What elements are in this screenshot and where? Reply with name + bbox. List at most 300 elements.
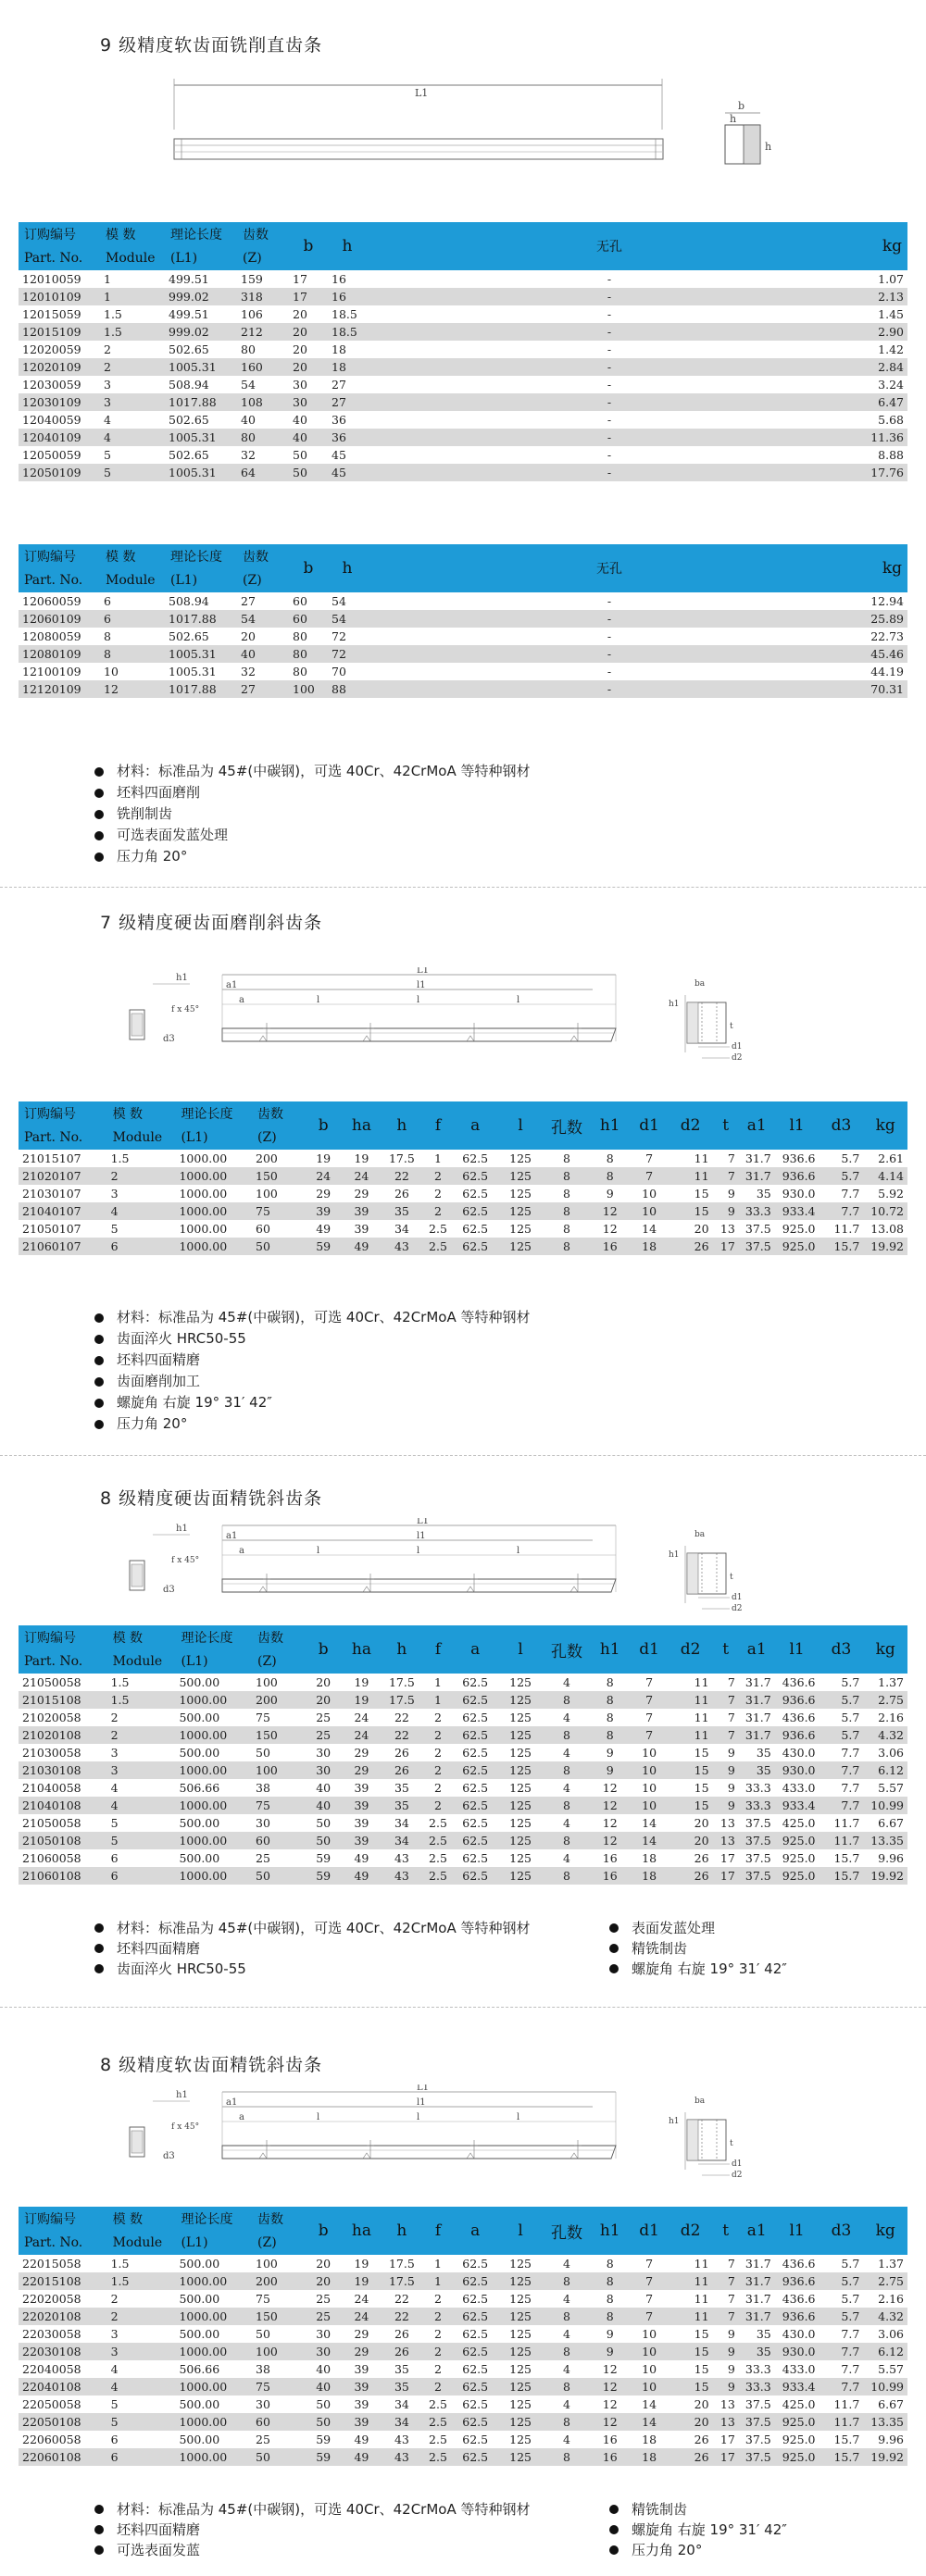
cell-part-no: 12020059: [22, 342, 81, 356]
table-cell: 100: [256, 1675, 278, 1689]
table-cell: 22060108: [19, 2448, 107, 2466]
cell-hole: -: [367, 393, 852, 411]
dim-label-h1: h1: [669, 1550, 680, 1560]
spur-rack-table-1: [19, 222, 907, 481]
cell-module: 1.5: [104, 307, 122, 321]
table-cell: 925.0: [782, 2433, 816, 2446]
cell-module: 4: [100, 429, 165, 446]
cell-kg: 70.31: [852, 680, 907, 698]
dim-label-ba: ba: [694, 1530, 706, 1539]
table-cell: 9: [590, 1761, 630, 1779]
table-cell: 4: [563, 2362, 570, 2376]
table-cell: 5.7: [841, 2292, 860, 2306]
table-cell: 18: [630, 2448, 668, 2466]
hdr-en-0: Part. No.: [19, 2231, 107, 2255]
cell-part-no: 12080109: [19, 645, 100, 663]
table-cell: 8: [544, 1832, 590, 1849]
table-cell: 39: [343, 2413, 381, 2431]
cell-b: 20: [293, 342, 307, 356]
table-cell: 10: [642, 1781, 657, 1795]
cell-part-no: 12010059: [22, 272, 81, 286]
table-cell: 2: [423, 2378, 454, 2396]
cell-part-no: 12050109: [19, 464, 100, 481]
table-cell: 125: [509, 2397, 532, 2411]
table-cell: 39: [354, 1816, 369, 1830]
hdr-part-en: Part. No.: [19, 568, 100, 592]
table-cell: 21060108: [19, 1867, 107, 1885]
table-cell: 11: [694, 1675, 709, 1689]
table-cell: 1000.00: [175, 2448, 252, 2466]
cell-hole: -: [367, 610, 852, 628]
table-cell: 2.16: [878, 2292, 904, 2306]
table-cell: 26: [694, 1851, 709, 1865]
hdr-cn-3: 齿数: [252, 2207, 304, 2231]
table-cell: 125: [497, 2308, 544, 2325]
cell-h: 36: [328, 429, 367, 446]
section-helical-rack-8-hard: [0, 1457, 926, 2012]
table-cell: 12: [602, 1222, 618, 1236]
table-row: [19, 1744, 907, 1761]
table-body: [19, 270, 907, 481]
table-cell: 8: [606, 1711, 614, 1724]
table-cell: 1.5: [107, 1691, 176, 1709]
dim-label-ba: ba: [694, 979, 706, 989]
table-cell: 7: [727, 2257, 735, 2271]
cell-part-no: 12015059: [22, 307, 81, 321]
note-item: 表面发蓝处理: [609, 1918, 715, 1938]
table-cell: 11.7: [833, 2397, 860, 2411]
table-cell: 62.5: [462, 1711, 489, 1724]
table-cell: 430.0: [782, 1746, 816, 1760]
table-cell: 8: [563, 1187, 570, 1201]
table-cell: 16: [602, 2433, 618, 2446]
cell-teeth: 32: [241, 448, 256, 462]
table-cell: 22040058: [22, 2362, 81, 2376]
cell-module: 1: [100, 288, 165, 305]
cell-h: 16: [332, 272, 346, 286]
table-cell: 4: [563, 1851, 570, 1865]
table-cell: 35: [394, 2362, 409, 2376]
hdr-length-cn: 理论长度: [165, 544, 237, 568]
cell-h: 72: [328, 645, 367, 663]
table-row: [19, 1674, 907, 1691]
table-cell: 30: [305, 1761, 343, 1779]
h-label: h: [730, 113, 737, 125]
table-cell: 29: [343, 1761, 381, 1779]
table-cell: 75: [252, 2378, 304, 2396]
table-cell: 34: [394, 1816, 409, 1830]
table-cell: 15: [669, 1202, 713, 1220]
cell-teeth: 27: [241, 594, 256, 608]
table-cell: 930.0: [775, 1761, 820, 1779]
table-cell: 1000.00: [175, 1167, 252, 1185]
table-cell: 34: [381, 1832, 423, 1849]
table-cell: 39: [343, 1832, 381, 1849]
hdr-length-en: (L1): [165, 246, 237, 270]
table-cell: 936.6: [775, 1691, 820, 1709]
table-row: [19, 2255, 907, 2272]
table-row: [19, 1185, 907, 1202]
dim-label-l: l: [517, 2112, 520, 2122]
table-row: [19, 446, 907, 464]
table-cell: 2: [434, 1711, 442, 1724]
table-cell: 15: [694, 2327, 709, 2341]
cell-part-no: 12100109: [22, 665, 81, 678]
hdr-col: l: [497, 1101, 544, 1150]
table-cell: 37.5: [745, 1816, 771, 1830]
table-cell: 8: [590, 1726, 630, 1744]
table-cell: 4: [110, 2362, 119, 2376]
table-cell: 37.5: [739, 1832, 775, 1849]
table-cell: 50: [252, 2448, 304, 2466]
table-cell: 31.7: [739, 2272, 775, 2290]
cell-part-no: 12010109: [19, 288, 100, 305]
table-cell: 10: [630, 2378, 668, 2396]
hdr-teeth-en: (Z): [237, 246, 289, 270]
table-cell: 7: [630, 2308, 668, 2325]
table-cell: 8: [544, 1202, 590, 1220]
table-cell: 22020108: [19, 2308, 107, 2325]
cell-b: 20: [293, 307, 307, 321]
hdr-col: h: [381, 1625, 423, 1674]
table-cell: 7: [727, 1151, 735, 1165]
note-item: 压力角 20°: [94, 846, 531, 867]
hdr-col: d1: [630, 1625, 668, 1674]
table-cell: 1000.00: [175, 2308, 252, 2325]
table-cell: 9: [727, 2327, 735, 2341]
cell-teeth: 54: [237, 610, 289, 628]
table-cell: 7.7: [841, 1781, 860, 1795]
table-cell: 15: [694, 1781, 709, 1795]
table-cell: 26: [394, 2327, 409, 2341]
cell-hole: -: [607, 272, 612, 286]
table-cell: 15.7: [833, 1851, 860, 1865]
table-cell: 39: [343, 1202, 381, 1220]
table-row: [19, 1761, 907, 1779]
cell-b: 20: [289, 323, 328, 341]
table-cell: 11.7: [820, 1832, 864, 1849]
table-row: [19, 628, 907, 645]
hdr-hole: 无孔: [367, 544, 852, 592]
b-label: b: [738, 100, 745, 112]
table-cell: 1000.00: [175, 1726, 252, 1744]
table-cell: 125: [509, 1151, 532, 1165]
table-cell: 16: [590, 1867, 630, 1885]
table-cell: 10: [642, 1187, 657, 1201]
table-cell: 7: [645, 1675, 654, 1689]
cell-length: 508.94: [169, 594, 209, 608]
table-cell: 15: [669, 2378, 713, 2396]
table-cell: 10: [630, 1797, 668, 1814]
cell-teeth: 80: [241, 342, 256, 356]
table-cell: 1: [423, 1691, 454, 1709]
dim-label-l1: l1: [417, 980, 426, 990]
table-cell: 2: [434, 1187, 442, 1201]
table-cell: 15.7: [820, 2448, 864, 2466]
cell-length: 508.94: [169, 378, 209, 392]
dim-label-l: l: [417, 2112, 420, 2122]
table-row: [19, 1238, 907, 1255]
hdr-col: h1: [590, 1101, 630, 1150]
table-cell: 15: [669, 1761, 713, 1779]
dim-label-ba: ba: [694, 2097, 706, 2106]
cell-b: 40: [293, 413, 307, 427]
table-row: [19, 1691, 907, 1709]
table-cell: 62.5: [462, 1781, 489, 1795]
table-cell: 5.7: [820, 2308, 864, 2325]
table-cell: 125: [497, 2413, 544, 2431]
hdr-cn-2: 理论长度: [175, 2207, 252, 2231]
table-cell: 425.0: [782, 1816, 816, 1830]
table-cell: 13: [720, 2397, 735, 2411]
table-cell: 2.16: [878, 1711, 904, 1724]
hdr-col: d2: [669, 2207, 713, 2255]
helical-rack-drawing: [0, 2084, 833, 2186]
table-cell: 43: [381, 2448, 423, 2466]
table-cell: 13: [720, 1222, 735, 1236]
hdr-col: h: [381, 2207, 423, 2255]
table-cell: 8: [544, 2272, 590, 2290]
dim-label-L1: L1: [417, 967, 430, 976]
cell-h: 54: [332, 594, 346, 608]
table-cell: 2.75: [863, 1691, 907, 1709]
table-cell: 4: [107, 2378, 176, 2396]
table-cell: 15.7: [833, 2433, 860, 2446]
table-cell: 62.5: [453, 1167, 497, 1185]
table-cell: 7: [630, 1167, 668, 1185]
dim-label-a1: a1: [226, 2097, 238, 2108]
hdr-col: d3: [820, 2207, 864, 2255]
table-cell: 3: [107, 1761, 176, 1779]
table-cell: 500.00: [179, 2327, 220, 2341]
cell-h: 18: [332, 342, 346, 356]
table-cell: 59: [305, 1867, 343, 1885]
note-item: 坯料四面精磨: [94, 1938, 200, 1959]
table-cell: 2: [434, 2327, 442, 2341]
table-cell: 2: [423, 2308, 454, 2325]
table-row: [19, 680, 907, 698]
cell-kg: 3.24: [878, 378, 904, 392]
table-cell: 8: [606, 2292, 614, 2306]
table-cell: 2: [423, 1167, 454, 1185]
table-cell: 4: [563, 1781, 570, 1795]
table-cell: 26: [381, 1761, 423, 1779]
cell-module: 6: [100, 610, 165, 628]
table-cell: 9: [606, 1746, 614, 1760]
dim-label-fx45: f x 45°: [171, 1556, 200, 1565]
table-cell: 4: [563, 1711, 570, 1724]
dim-label-l: l: [317, 1546, 320, 1556]
hdr-h: h: [328, 222, 367, 270]
dim-label-d3: d3: [163, 1585, 175, 1595]
table-cell: 35: [381, 1797, 423, 1814]
table-cell: 7: [645, 1711, 654, 1724]
table-cell: 21040058: [22, 1781, 81, 1795]
cell-h: 70: [332, 665, 346, 678]
table-cell: 60: [252, 1832, 304, 1849]
table-cell: 21060107: [19, 1238, 107, 1255]
table-cell: 2: [107, 1726, 176, 1744]
hdr-col: d1: [630, 2207, 668, 2255]
length-label: L1: [415, 87, 429, 99]
hdr-col: d2: [669, 1625, 713, 1674]
table-cell: 22060058: [22, 2433, 81, 2446]
cell-length: 502.65: [169, 448, 209, 462]
table-cell: 433.0: [782, 2362, 816, 2376]
table-cell: 39: [354, 1222, 369, 1236]
table-cell: 125: [509, 1711, 532, 1724]
table-cell: 4: [563, 1816, 570, 1830]
table-cell: 21015107: [22, 1151, 81, 1165]
cell-teeth: 106: [241, 307, 263, 321]
table-cell: 425.0: [782, 2397, 816, 2411]
table-cell: 7.7: [820, 2343, 864, 2360]
section-title: 8 级精度软齿面精铣斜齿条: [100, 2055, 323, 2075]
table-cell: 25: [305, 1726, 343, 1744]
table-cell: 21020058: [22, 1711, 81, 1724]
notes-grid: [94, 2499, 891, 2564]
table-cell: 35: [739, 1761, 775, 1779]
table-cell: 436.6: [782, 2292, 816, 2306]
table-cell: 15: [669, 1797, 713, 1814]
cell-teeth: 27: [237, 680, 289, 698]
hdr-h: h: [328, 544, 367, 592]
table-cell: 4.32: [863, 2308, 907, 2325]
table-cell: 13.35: [863, 1832, 907, 1849]
table-cell: 925.0: [782, 1222, 816, 1236]
table-cell: 125: [497, 1761, 544, 1779]
cell-kg: 8.88: [878, 448, 904, 462]
table-cell: 436.6: [782, 1675, 816, 1689]
hdr-col: d3: [820, 1625, 864, 1674]
table-cell: 38: [256, 2362, 270, 2376]
table-cell: 7: [713, 1726, 739, 1744]
dim-label-d1: d1: [732, 1042, 743, 1052]
table-row: [19, 2396, 907, 2413]
table-row: [19, 341, 907, 358]
hdr-col: ha: [343, 1625, 381, 1674]
hdr-length-cn: 理论长度: [165, 222, 237, 246]
hdr-col: t: [713, 1625, 739, 1674]
table-cell: 8: [544, 2343, 590, 2360]
table-cell: 2: [423, 1797, 454, 1814]
table-cell: 29: [316, 1187, 332, 1201]
table-cell: 19: [354, 1151, 369, 1165]
table-row: [19, 411, 907, 429]
hdr-col: b: [305, 1101, 343, 1150]
cell-b: 30: [293, 378, 307, 392]
table-cell: 1000.00: [175, 1202, 252, 1220]
cell-b: 60: [293, 594, 307, 608]
table-cell: 34: [394, 2397, 409, 2411]
table-cell: 17: [713, 1238, 739, 1255]
table-cell: 1: [434, 1675, 442, 1689]
table-cell: 24: [343, 1167, 381, 1185]
cell-teeth: 80: [237, 429, 289, 446]
table-cell: 5.57: [878, 1781, 904, 1795]
table-cell: 506.66: [179, 2362, 220, 2376]
table-cell: 21030107: [22, 1187, 81, 1201]
table-cell: 9: [713, 2378, 739, 2396]
table-cell: 4: [107, 1797, 176, 1814]
table-cell: 26: [669, 1238, 713, 1255]
hdr-col: ha: [343, 2207, 381, 2255]
dim-label-a: a: [239, 1546, 244, 1556]
table-cell: 6: [110, 1851, 119, 1865]
table-cell: 34: [394, 1222, 409, 1236]
table-row: [19, 323, 907, 341]
hdr-teeth-cn: 齿数: [237, 222, 289, 246]
note-item: 坯料四面精磨: [94, 2520, 200, 2540]
table-cell: 2.75: [863, 2272, 907, 2290]
table-cell: 62.5: [462, 1151, 489, 1165]
cell-part-no: 12050059: [22, 448, 81, 462]
table-cell: 8: [544, 2308, 590, 2325]
table-cell: 936.6: [775, 2308, 820, 2325]
table-cell: 925.0: [775, 1832, 820, 1849]
table-cell: 22: [394, 1711, 409, 1724]
dim-label-a: a: [239, 2112, 244, 2122]
table-cell: 16: [602, 1851, 618, 1865]
dim-label-d1: d1: [732, 2159, 743, 2169]
cell-length: 1005.31: [165, 464, 237, 481]
cell-b: 40: [289, 429, 328, 446]
cell-teeth: 159: [241, 272, 263, 286]
table-cell: 8: [606, 1675, 614, 1689]
table-cell: 11: [669, 1167, 713, 1185]
table-cell: 5: [107, 1832, 176, 1849]
table-cell: 33.3: [745, 2362, 771, 2376]
hdr-en-2: (L1): [175, 2231, 252, 2255]
table-cell: 7: [630, 1726, 668, 1744]
table-cell: 8: [544, 2378, 590, 2396]
table-cell: 43: [381, 1238, 423, 1255]
table-cell: 125: [497, 1832, 544, 1849]
cell-h: 54: [328, 610, 367, 628]
table-row: [19, 1202, 907, 1220]
hdr-col: f: [423, 1625, 454, 1674]
table-cell: 12: [602, 2397, 618, 2411]
dim-label-fx45: f x 45°: [171, 1005, 200, 1014]
table-cell: 100: [256, 1187, 278, 1201]
table-cell: 11.7: [820, 2413, 864, 2431]
table-row: [19, 1167, 907, 1185]
table-cell: 22: [381, 2308, 423, 2325]
table-cell: 5.7: [841, 2257, 860, 2271]
dim-label-l1: l1: [417, 2097, 426, 2108]
table-cell: 6.12: [863, 1761, 907, 1779]
table-cell: 22: [394, 2292, 409, 2306]
table-cell: 62.5: [453, 1238, 497, 1255]
cell-length: 1005.31: [165, 645, 237, 663]
table-row: [19, 2272, 907, 2290]
hdr-b: b: [289, 544, 328, 592]
table-cell: 43: [394, 1851, 409, 1865]
dim-label-t: t: [730, 2139, 733, 2148]
table-cell: 29: [354, 1746, 369, 1760]
table-cell: 125: [509, 1675, 532, 1689]
table-cell: 8: [544, 1167, 590, 1185]
cell-part-no: 12030109: [19, 393, 100, 411]
table-cell: 3: [110, 1746, 119, 1760]
table-cell: 50: [316, 1816, 332, 1830]
hdr-col: f: [423, 2207, 454, 2255]
table-row: [19, 305, 907, 323]
table-cell: 3: [107, 2343, 176, 2360]
hdr-part-en: Part. No.: [19, 246, 100, 270]
table-cell: 17: [720, 2433, 735, 2446]
table-cell: 60: [252, 2413, 304, 2431]
